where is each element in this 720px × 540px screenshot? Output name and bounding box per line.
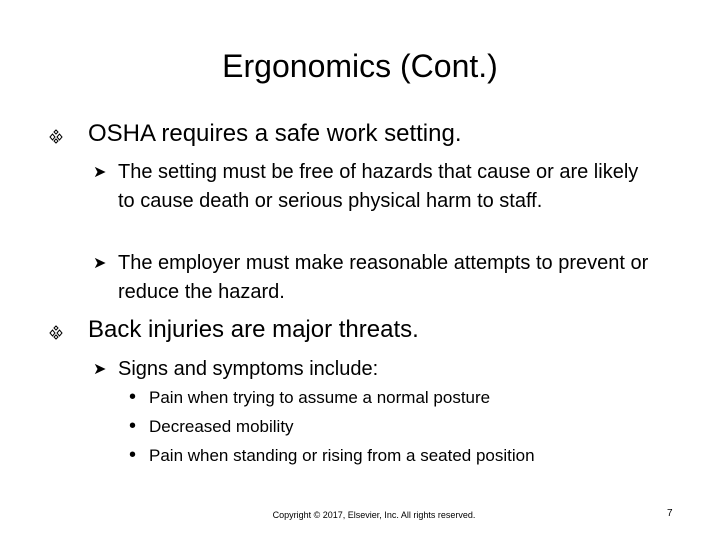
arrow-bullet-icon: ➤	[93, 361, 107, 378]
dot-bullet-icon: •	[129, 444, 137, 466]
page-number: 7	[667, 508, 673, 519]
bullet-back-injuries: Back injuries are major threats.	[88, 316, 419, 343]
level1-bullet-icon	[48, 323, 64, 341]
slide-title: Ergonomics (Cont.)	[222, 48, 498, 84]
bullet-osha-requirement: OSHA requires a safe work setting.	[88, 120, 462, 147]
arrow-bullet-icon: ➤	[93, 255, 107, 272]
arrow-bullet-icon: ➤	[93, 164, 107, 181]
sub-bullet-employer: The employer must make reasonable attempts to prevent or reduce the hazard.	[118, 252, 649, 303]
copyright-footer: Copyright © 2017, Elsevier, Inc. All rights reserved.	[272, 510, 476, 520]
level1-bullet-icon	[48, 127, 64, 145]
symptom-item: Decreased mobility	[149, 417, 294, 436]
symptom-item: Pain when standing or rising from a seated position	[149, 446, 535, 465]
symptom-item: Pain when trying to assume a normal posture	[149, 388, 491, 407]
dot-bullet-icon: •	[129, 415, 137, 437]
sub-bullet-signs: Signs and symptoms include:	[118, 358, 379, 380]
dot-bullet-icon: •	[129, 386, 137, 408]
sub-bullet-hazards: The setting must be free of hazards that cause or are likely to cause death or serious physical harm to staff.	[118, 161, 639, 212]
